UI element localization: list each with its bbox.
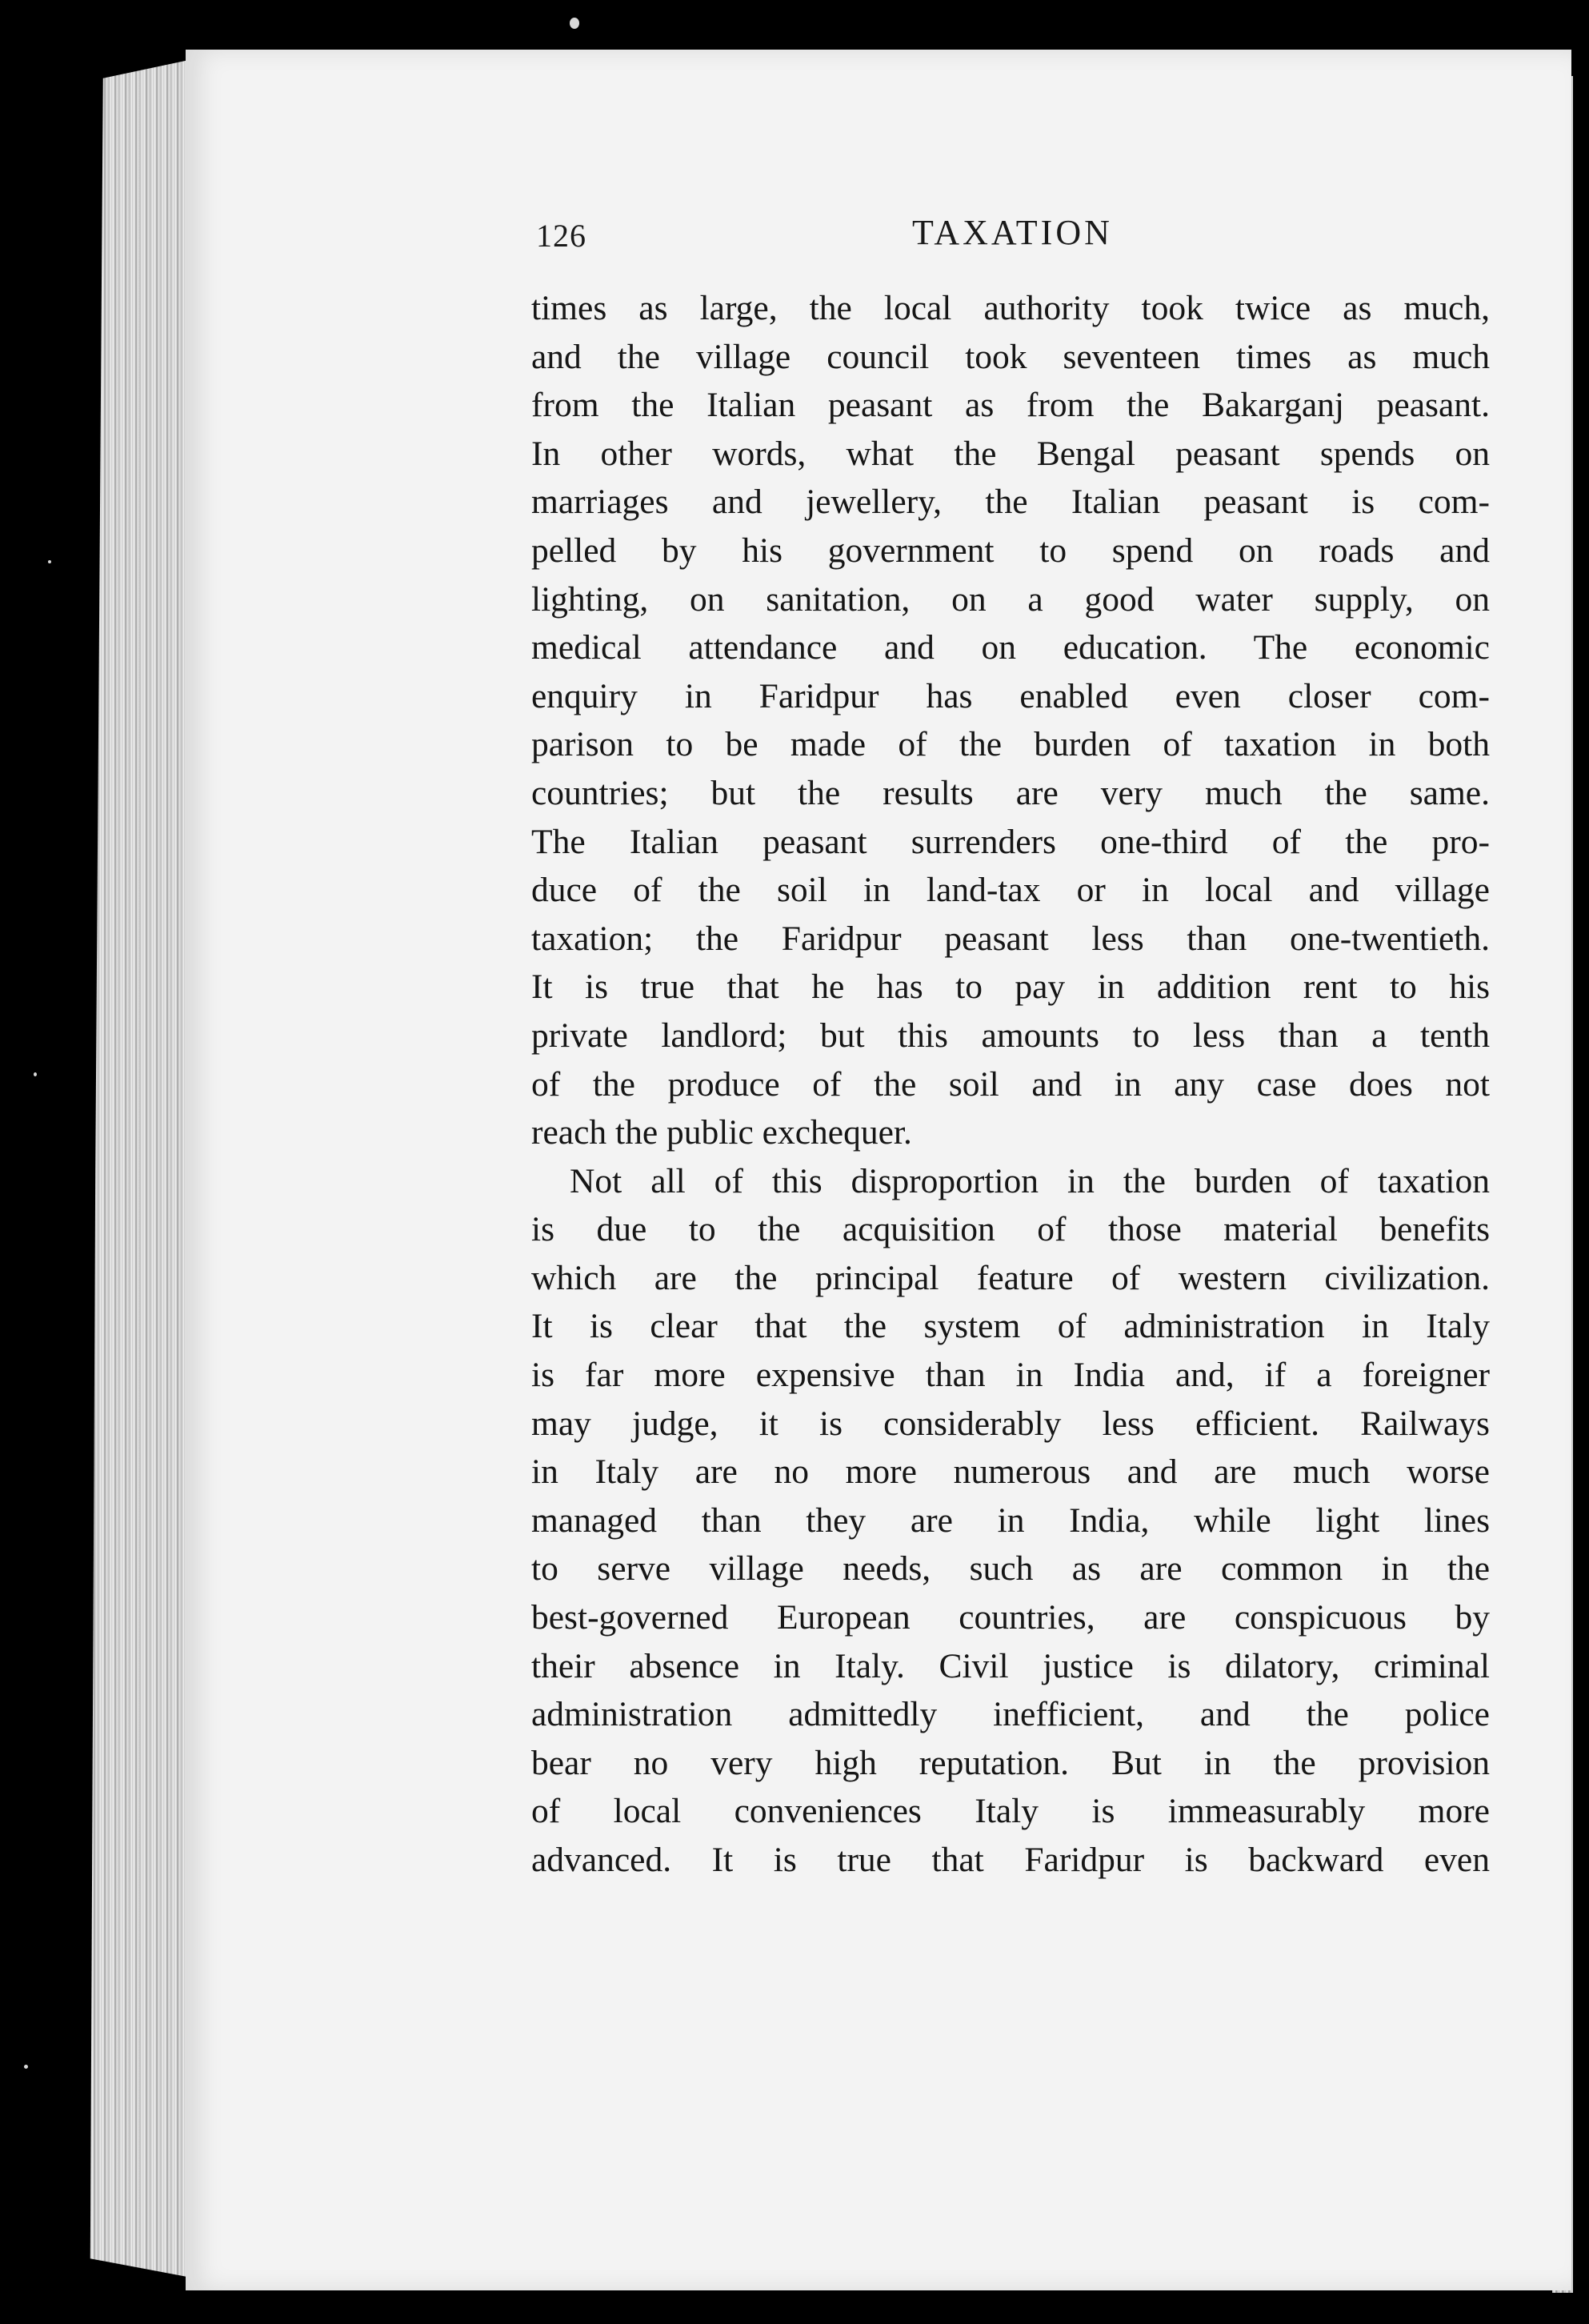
text-line: in Italy are no more numerous and are much worse — [531, 1452, 1490, 1492]
page-number: 126 — [536, 218, 586, 254]
text-line: lighting, on sanitation, on a good water supply, on — [531, 579, 1490, 619]
text-line: their absence in Italy. Civil justice is dilatory, criminal — [531, 1646, 1490, 1685]
text-line: parison to be made of the burden of taxation in both — [531, 725, 1490, 764]
text-line: taxation; the Faridpur peasant less than one-twentieth. — [531, 919, 1490, 958]
text-line: is far more expensive than in India and, if a foreigner — [531, 1356, 1490, 1395]
running-head — [536, 212, 1488, 260]
text-line: which are the principal feature of western civilization. — [531, 1258, 1490, 1297]
text-line: managed than they are in India, while light lines — [531, 1501, 1490, 1540]
text-line: countries; but the results are very much the same. — [531, 773, 1490, 812]
scan-speck — [24, 2065, 28, 2069]
text-line: The Italian peasant surrenders one-third of the pro- — [531, 822, 1490, 861]
scan-speck — [570, 18, 579, 29]
text-line: Not all of this disproportion in the burden of taxation — [570, 1161, 1490, 1200]
text-line: It is clear that the system of administration in Italy — [531, 1307, 1490, 1346]
text-line: pelled by his government to spend on roads and — [531, 531, 1490, 570]
page-title: TAXATION — [912, 213, 1113, 252]
text-line: is due to the acquisition of those material benefits — [531, 1210, 1490, 1249]
scan-speck — [34, 1072, 37, 1076]
text-line: duce of the soil in land-tax or in local and village — [531, 871, 1490, 910]
text-line: may judge, it is considerably less efficient. Railways — [531, 1404, 1490, 1443]
text-line: administration admittedly inefficient, and the police — [531, 1695, 1490, 1734]
text-line: times as large, the local authority took twice as much, — [531, 289, 1490, 327]
text-line: best-governed European countries, are conspicuous by — [531, 1598, 1490, 1637]
text-line: private landlord; but this amounts to less than a tenth — [531, 1016, 1490, 1055]
body-text — [531, 284, 1490, 1885]
text-line: advanced. It is true that Faridpur is backward even — [531, 1841, 1490, 1879]
scan-speck — [48, 560, 51, 563]
text-line: reach the public exchequer. — [531, 1113, 912, 1152]
text-line: marriages and jewellery, the Italian peasant is com- — [531, 483, 1490, 522]
text-line: In other words, what the Bengal peasant spends on — [531, 434, 1490, 473]
text-line: to serve village needs, such as are common in the — [531, 1549, 1490, 1589]
text-line: of the produce of the soil and in any case does not — [531, 1064, 1490, 1104]
text-line: It is true that he has to pay in addition rent to his — [531, 968, 1490, 1007]
text-line: medical attendance and on education. The economic — [531, 628, 1490, 667]
text-line: and the village council took seventeen times as much — [531, 337, 1490, 376]
text-line: from the Italian peasant as from the Bakarganj peasant. — [531, 386, 1490, 425]
text-line: bear no very high reputation. But in the provision — [531, 1743, 1490, 1782]
text-line: of local conveniences Italy is immeasurably more — [531, 1792, 1490, 1831]
text-line: enquiry in Faridpur has enabled even closer com- — [531, 676, 1490, 715]
